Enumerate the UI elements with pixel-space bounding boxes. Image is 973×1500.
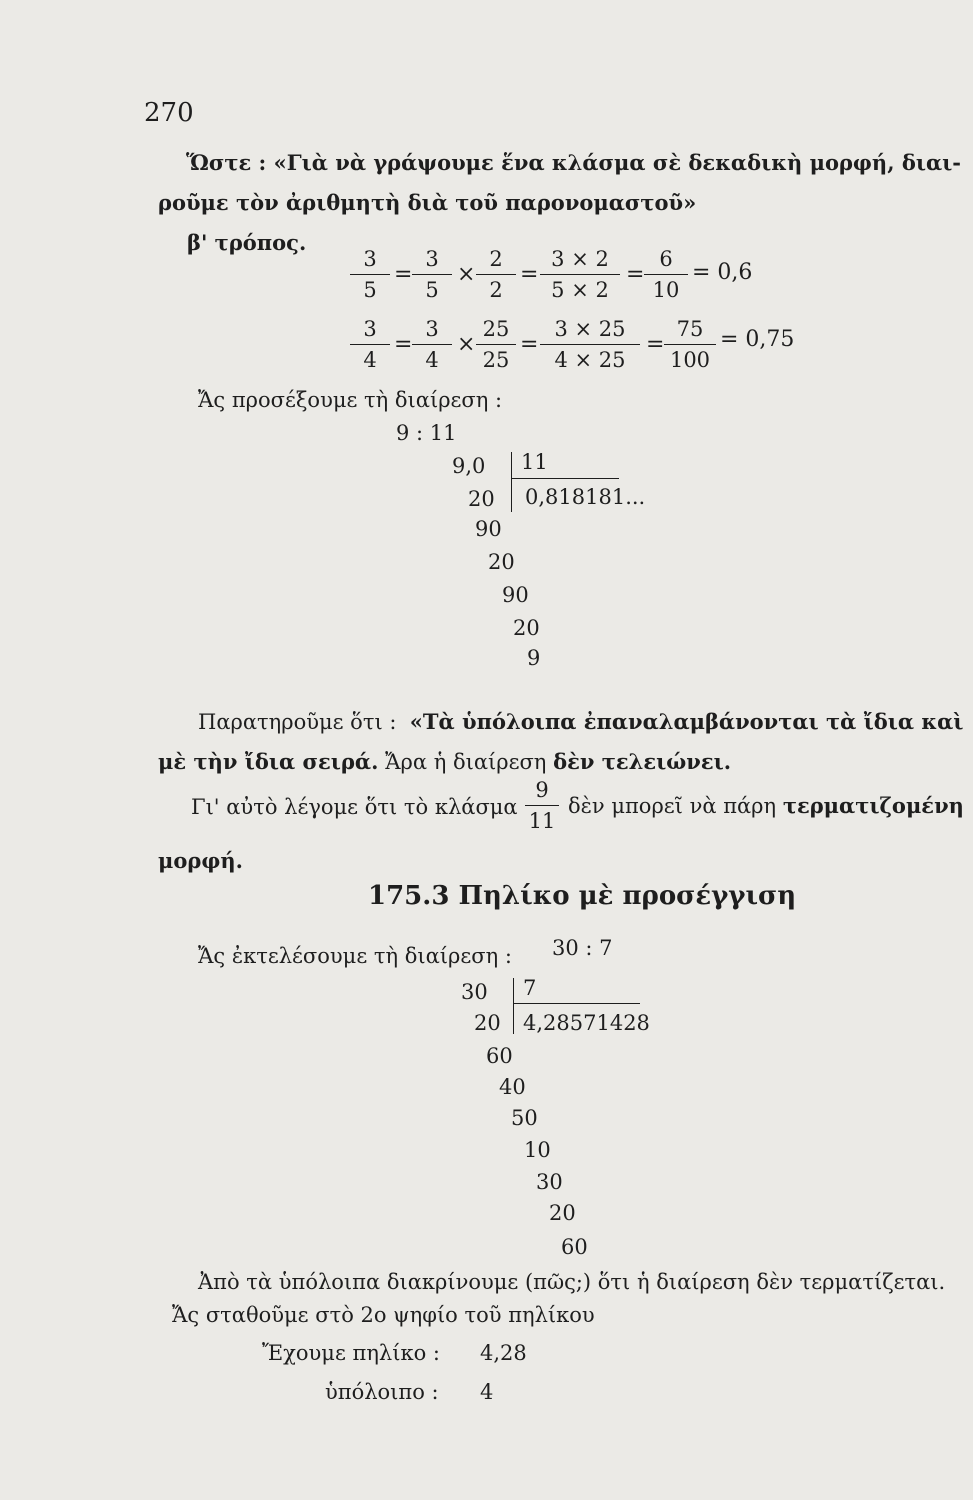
section-heading: 175.3 Πηλίκο μὲ προσέγγιση (368, 881, 797, 911)
divisor: 7 (523, 976, 537, 1000)
page-number: 270 (144, 98, 194, 128)
division-bar (513, 1003, 640, 1004)
fraction: 3 4 (412, 317, 452, 372)
remainder: 40 (499, 1075, 526, 1099)
remainder: 60 (561, 1235, 588, 1259)
fraction: 3 5 (350, 247, 390, 302)
observation-line-2: μὲ τὴν ἴδια σειρά. Ἄρα ἡ διαίρεση δὲν τελειώνει. (158, 749, 732, 774)
dividend: 30 (461, 980, 488, 1004)
remainder: 20 (468, 487, 495, 511)
remainder: 20 (474, 1011, 501, 1035)
dividend: 9,0 (452, 454, 486, 478)
division-bracket (513, 978, 514, 1034)
fraction: 6 10 (644, 247, 688, 302)
divisor: 11 (521, 450, 548, 474)
remainder: 9 (527, 646, 541, 670)
division-expression: 30 : 7 (552, 936, 613, 960)
remainder: 20 (488, 550, 515, 574)
book-page: 270 Ὥστε : «Γιὰ νὰ γράψουμε ἕνα κλάσμα σὲ δεκαδικὴ μορφή, διαι- ροῦμε τὸν ἀριθμητὴ διὰ τοῦ παρονομαστοῦ» β' τρόπος. 3 5 = 3 5 × 2 2 = 3 × 2 5 × 2 = 6 10 = 0,6 3 4 = 3 4 × 25 25 = 3 × 25 4 × 25 = 75 100 = 0,75 Ἄς προσέξουμε τὴ διαίρεση : 9 : 11 9,0 11 0,818181... 20 90 20 90 20 9 Παρατηροῦμε ὅτι : «Τὰ ὑπόλοιπα ἐπαναλαμβάνονται τὰ ἴδια καὶ μὲ τὴν ἴδια σειρά. Ἄρα ἡ διαίρεση δὲν τελειώνει. Γι' αὐτὸ λέγομε ὅτι τὸ κλάσμα 9 11 δὲν μπορεῖ νὰ πάρη τερματιζομένη μορφή. 175.3 Πηλίκο μὲ προσέγγιση Ἄς ἐκτελέσουμε τὴ διαίρεση : 30 : 7 30 7 4,28571428 20 60 40 50 10 30 20 60 Ἀπὸ τὰ ὑπόλοιπα διακρίνουμε (πῶς;) ὅτι ἡ διαίρεση δὲν τερματίζεται. Ἄς σταθοῦμε στὸ 2ο ψηφίο τοῦ πηλίκου Ἔχουμε πηλίκο : 4,28 ὑπόλοιπο : 4 (144, 98, 964, 1404)
fraction: 2 2 (476, 247, 516, 302)
remainder: 30 (536, 1170, 563, 1194)
fraction-9-over-11: 9 11 (525, 778, 559, 833)
division-bracket (511, 452, 512, 512)
remainder: 50 (511, 1106, 538, 1130)
quotient-label: Ἔχουμε πηλίκο : (262, 1341, 440, 1365)
fraction: 3 × 25 4 × 25 (540, 317, 640, 372)
remainder: 60 (486, 1044, 513, 1068)
observation-line-1: Παρατηροῦμε ὅτι : «Τὰ ὑπόλοιπα ἐπαναλαμβάνονται τὰ ἴδια καὶ (198, 709, 964, 734)
conclusion-line-1: Ἀπὸ τὰ ὑπόλοιπα διακρίνουμε (πῶς;) ὅτι ἡ διαίρεση δὲν τερματίζεται. (198, 1270, 946, 1294)
division-expression: 9 : 11 (396, 421, 457, 445)
division-intro: Ἄς προσέξουμε τὴ διαίρεση : (198, 388, 503, 412)
fraction: 3 4 (350, 317, 390, 372)
quotient: 0,818181... (525, 485, 646, 509)
division-bar (511, 478, 619, 479)
remainder: 90 (502, 583, 529, 607)
conclusion-line-2: Ἄς σταθοῦμε στὸ 2ο ψηφίο τοῦ πηλίκου (172, 1303, 595, 1327)
method-label: β' τρόπος. (187, 230, 307, 255)
fraction: 3 5 (412, 247, 452, 302)
fraction: 3 × 2 5 × 2 (540, 247, 620, 302)
remainder: 90 (475, 517, 502, 541)
remainder: 20 (549, 1201, 576, 1225)
remainder: 10 (524, 1138, 551, 1162)
intro-line-2: ροῦμε τὸν ἀριθμητὴ διὰ τοῦ παρονομαστοῦ» (158, 190, 697, 215)
fraction: 75 100 (664, 317, 716, 372)
observation-line-3a: Γι' αὐτὸ λέγομε ὅτι τὸ κλάσμα (191, 795, 518, 819)
division-intro: Ἄς ἐκτελέσουμε τὴ διαίρεση : (198, 944, 512, 968)
observation-line-3b: δὲν μπορεῖ νὰ πάρη τερματιζομένη (568, 793, 964, 818)
observation-line-4: μορφή. (158, 848, 243, 873)
intro-line-1: Ὥστε : «Γιὰ νὰ γράψουμε ἕνα κλάσμα σὲ δεκαδικὴ μορφή, διαι- (186, 150, 962, 175)
remainder: 20 (513, 616, 540, 640)
fraction: 25 25 (476, 317, 516, 372)
quotient-value: 4,28 (480, 1341, 527, 1365)
quotient: 4,28571428 (523, 1011, 650, 1035)
remainder-value: 4 (480, 1380, 494, 1404)
remainder-label: ὑπόλοιπο : (325, 1380, 439, 1404)
